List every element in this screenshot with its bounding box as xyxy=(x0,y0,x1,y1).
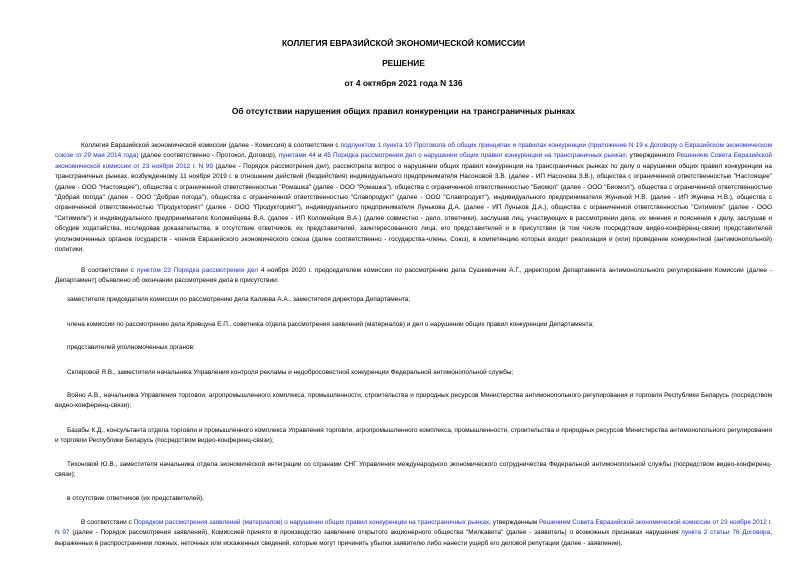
doc-type-heading: РЕШЕНИЕ xyxy=(382,58,425,68)
text-fragment: (далее соответственно - Протокол, Договор), xyxy=(138,152,279,160)
link-treaty-article-76[interactable]: пункта 2 статьи 76 Договора xyxy=(681,529,771,537)
link-clause-44[interactable]: пунктами 44 xyxy=(278,152,316,160)
paragraph-deputy-chair: заместителя председателя комиссии по рассмотрению дела Калиева А.А., заместителя директора Департамента; xyxy=(67,296,411,303)
paragraph-absence: в отсутствие ответчиков (их представителей). xyxy=(67,495,204,502)
text-fragment: , утвержденного xyxy=(625,152,677,160)
org-heading: КОЛЛЕГИЯ ЕВРАЗИЙСКОЙ ЭКОНОМИЧЕСКОЙ КОМИССИИ xyxy=(281,38,526,48)
text-fragment: (далее - Порядок рассмотрения дел), рассмотрела вопрос о нарушении общих правил конкуренции на трансграничных рынках по делу о нарушении общих правил конкуренции на трансграничных рынках, возбужденному 11 ноября 2019 г. в отношении действий (бездействия) индивидуального предпринимателя Насоновой З.В. (далее - ИП Насонова З.В.), общества с ограниченной ответственностью "Настоящее" (далее - ООО "Настоящее"), общества с ограниченной ответственностью "Ромашка" (далее - ООО "Ромашка"), общества с ограниченной ответственностью "Биомол" (далее - ООО "Биомол"), общества с ограниченной ответственностью "Добрая погода" (далее - ООО "Добрая погода"), общества с ограниченной ответственностью "Славпродукт" (далее - ООО "Славпродукт"), индивидуального предпринимателя Жуниной Н.В. (далее - ИП Жунина Н.В.), общества с ограниченной ответственностью "Продукторият" (далее - ООО "Продукторият"), индивидуального предпринимателя Лунькова Д.А. (далее - ИП Луньков Д.А.), общества с ограниченной ответственностью "Ситимилк" (далее - ООО "Ситимилк") и индивидуального предпринимателя Коломейцева В.А. (далее - ИП Коломейцев В.А.) (далее совместно - дело, ответчики), заслушав лиц, участвующих в рассмотрении дела, их мнения и пояснения к делу, заслушав и обсудив ходатайства, исследовав доказательства, в отсутствие ответчиков, их представителей, заинтересованного лица, его представителей и в присутствии (в том числе посредством видео-конференц-связи) представителей уполномоченных органов государств - членов Евразийского экономического союза (далее соответственно - государства-члены, Союз), в компетенцию которых входит реализация и (или) проведение конкурентной (антимонопольной) политики. xyxy=(55,162,772,254)
link-protocol-subparagraph[interactable]: подпунктом 1 пункта 10 Протокола об общих принципах и правилах конкуренции (приложение N 19 к Договору о Евразийском экономическом союзе от 29 мая 2014 года) xyxy=(55,142,772,160)
text-fragment: , утвержденным xyxy=(489,519,540,526)
paragraph-authorities-label: представителей уполномоченных органов: xyxy=(67,344,195,351)
text-fragment: (далее - Порядок рассмотрения заявлений), Комиссией принято в производство заявление открытого акционерного общества "Милкавита" (далее - заявитель) о возможных признаках нарушения xyxy=(69,529,682,537)
paragraph-preamble xyxy=(55,141,772,255)
text-fragment: В соответствии с xyxy=(81,519,134,526)
doc-title: Об отсутствии нарушения общих правил конкуренции на трансграничных рынках xyxy=(231,106,576,116)
paragraph-bazaba: Базабы К.Д., консультанта отдела торговли и промышленного комплекса Управления торговли, агропромышленного комплекса, промышленности, строительства и природных ресурсов Министерства антимонопольного регулирования и торговли Республики Беларусь (посредством видео-конференц-связи); xyxy=(55,427,772,445)
paragraph-tikhonova: Тихоновой Ю.В., заместителя начальника отдела экономической интеграции со странами СНГ Управления международного экономического сотрудничества Федеральной антимонопольной службы (посредством видео-конференц-связи); xyxy=(55,461,772,479)
text-fragment: , выраженных в распространении ложных, неточных или искаженных сведений, которые могут причинить убытки заявителю либо нанести ущерб его деловой репутации (далее - заявление). xyxy=(55,529,772,547)
paragraph-voino: Войно А.В., начальника Управления торговли, агропромышленного комплекса, промышленности, строительства и природных ресурсов Министерства антимонопольного регулирования и торговли Республики Беларусь (посредством видео-конференц-связи); xyxy=(55,392,772,410)
link-application-procedure[interactable]: Порядком рассмотрения заявлений (материалов) о нарушении общих правил конкуренции на трансграничных рынках xyxy=(133,519,490,526)
text-fragment: Коллегия Евразийской экономической комиссии (далее - Комиссия) в соответствии с xyxy=(81,142,341,149)
paragraph-hearing-end xyxy=(55,266,772,287)
link-clause-45-procedure[interactable]: 45 Порядка рассмотрения дел о нарушении общих правил конкуренции на трансграничных рынках xyxy=(323,152,626,160)
link-clause-23-procedure[interactable]: пунктом 23 Порядка рассмотрения дел xyxy=(136,267,258,274)
link-council-decision-99[interactable]: Решением Совета Евразийской экономической комиссии от 23 ноября 2012 г. N 99 xyxy=(55,152,772,170)
paragraph-sklyarova: Скляровой Я.В., заместителя начальника Управления контроля рекламы и недобросовестной конкуренции Федеральной антимонопольной службы; xyxy=(67,369,514,376)
text-fragment: В соответствии с xyxy=(81,267,137,274)
text-fragment: и xyxy=(315,152,324,160)
doc-date-heading: от 4 октября 2021 года N 136 xyxy=(344,78,463,88)
paragraph-application xyxy=(55,518,772,549)
paragraph-commission-member: члена комиссии по рассмотрению дела Кривцуна Е.П., советника отдела рассмотрения заявлений (материалов) и дел о нарушении общих правил конкуренции Департамента; xyxy=(67,321,594,328)
text-fragment: 4 ноября 2020 г. председателем комиссии по рассмотрению дела Сушкевичем А.Г., директором Департамента антимонопольного регулирования Комиссии (далее - Департамент) объявлено об окончании рассмотрения дела в присутствии: xyxy=(55,267,773,285)
link-council-decision-97[interactable]: Решением Совета Евразийской экономической комиссии от 23 ноября 2012 г. N 97 xyxy=(55,519,773,537)
